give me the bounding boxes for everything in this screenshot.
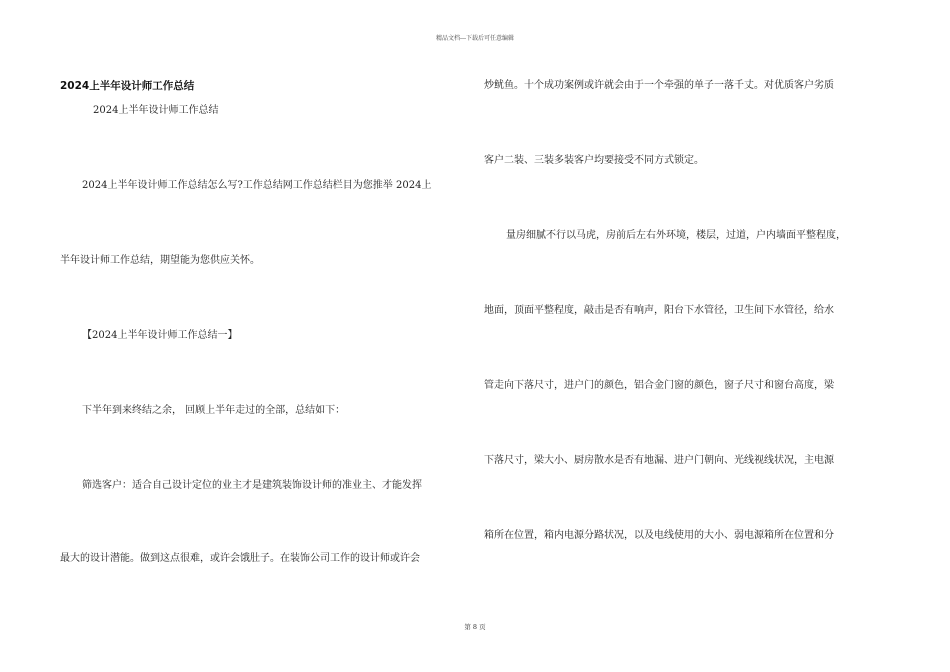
right-line-3: 量房细腻不行以马虎，房前后左右外环境，楼层，过道，户内墙面平整程度， bbox=[506, 230, 846, 241]
paragraph-2-line-1: 筛选客户：适合自己设计定位的业主才是建筑装饰设计师的准业主、才能发挥 bbox=[82, 480, 422, 491]
right-line-6: 下落尺寸，梁大小、厨房散水是否有地漏、进户门朝向、光线视线状况，主电源 bbox=[484, 455, 834, 466]
right-line-4: 地面，顶面平整程度，敲击是否有响声，阳台下水管径，卫生间下水管径，给水 bbox=[484, 305, 834, 316]
right-line-7: 箱所在位置，箱内电源分路状况，以及电线使用的大小、弱电源箱所在位置和分 bbox=[484, 530, 834, 541]
right-line-2: 客户二装、三装多装客户均要接受不同方式锁定。 bbox=[484, 155, 704, 166]
document-subtitle: 2024上半年设计师工作总结 bbox=[93, 105, 219, 116]
intro-line-2: 半年设计师工作总结，期望能为您供应关怀。 bbox=[60, 255, 260, 266]
paragraph-1: 下半年到来终结之余， 回顾上半年走过的全部，总结如下： bbox=[82, 405, 346, 416]
page-number: 第 8 页 bbox=[464, 623, 486, 631]
intro-line-1: 2024上半年设计师工作总结怎么写?工作总结网工作总结栏目为您推举 2024上 bbox=[82, 180, 432, 191]
section-heading: 【2024上半年设计师工作总结一】 bbox=[82, 330, 238, 341]
paragraph-2-line-2: 最大的设计潜能。做到这点很难，或许会饿肚子。在装饰公司工作的设计师或许会 bbox=[60, 553, 420, 564]
right-line-5: 管走向下落尺寸，进户门的颜色，铝合金门窗的颜色，窗子尺寸和窗台高度，梁 bbox=[484, 380, 834, 391]
page-header: 精品文档---下载后可任意编辑 bbox=[435, 35, 515, 42]
right-line-1: 炒鱿鱼。十个成功案例或许就会由于一个牵强的单子一落千丈。对优质客户劣质 bbox=[484, 80, 834, 91]
document-title: 2024上半年设计师工作总结 bbox=[60, 80, 195, 92]
